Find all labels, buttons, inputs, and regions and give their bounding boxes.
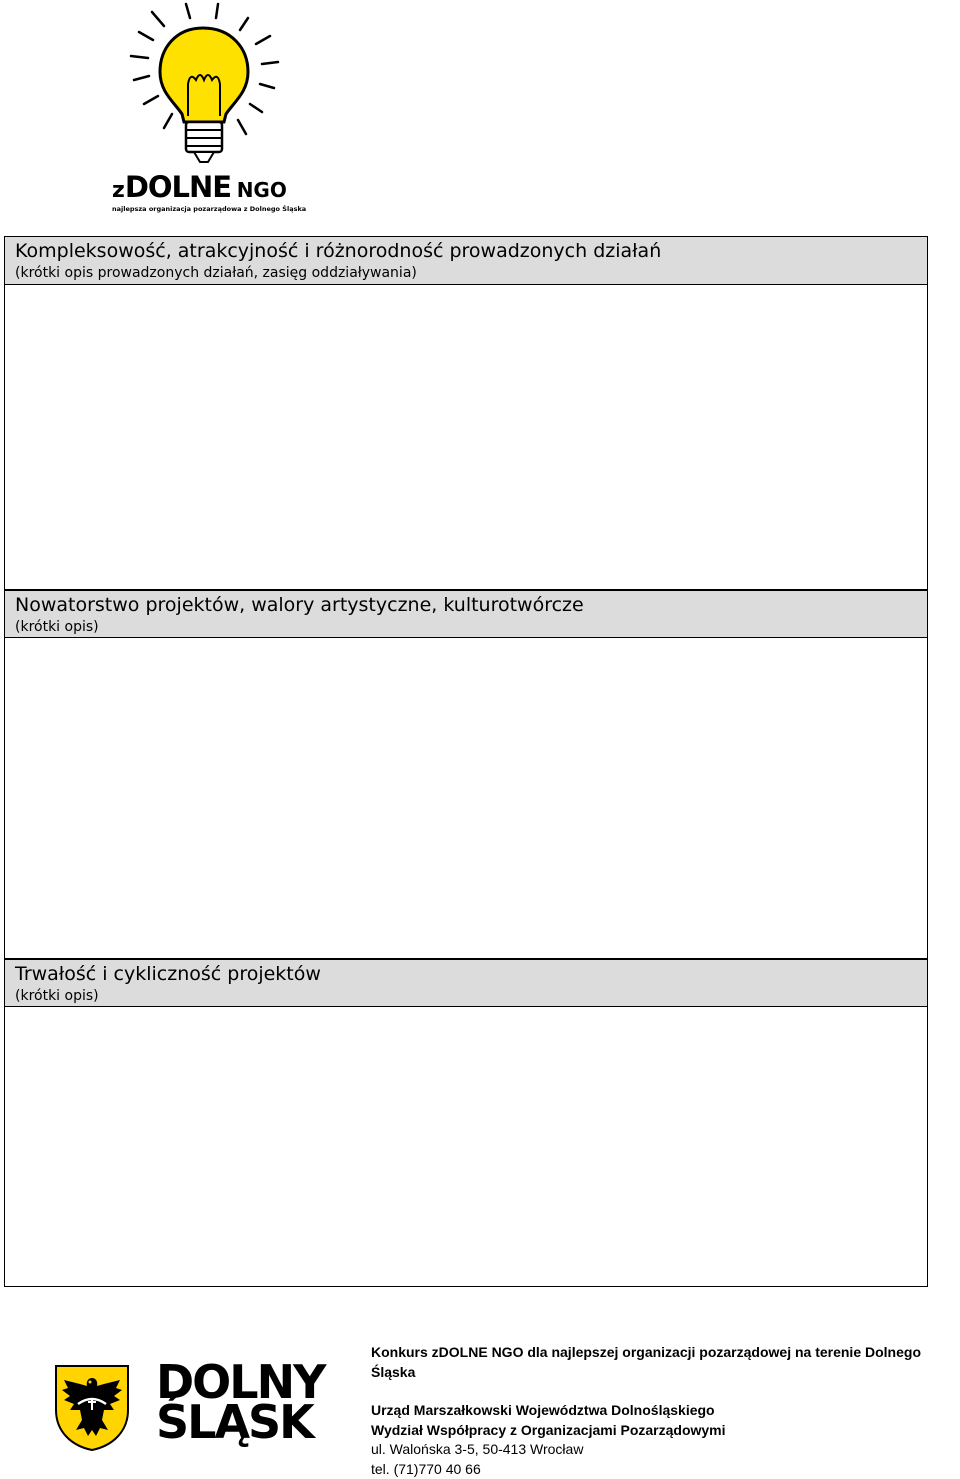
section-subtitle: (krótki opis prowadzonych działań, zasięg oddziaływania): [15, 263, 917, 283]
answer-area[interactable]: [5, 638, 927, 958]
address: ul. Walońska 3-5, 50-413 Wrocław: [371, 1440, 960, 1460]
zdolne-ngo-logo: [106, 0, 296, 220]
office-name: Urząd Marszałkowski Województwa Dolnośląskiego: [371, 1401, 960, 1421]
answer-area[interactable]: [5, 285, 927, 589]
contest-name: Konkurs zDOLNE NGO dla najlepszej organizacji pozarządowej na terenie Dolnego Śląska: [371, 1343, 960, 1382]
dolny-slask-logo: [156, 1362, 324, 1442]
department-name: Wydział Współpracy z Organizacjami Pozarządowymi: [371, 1421, 960, 1441]
answer-area[interactable]: [5, 1007, 927, 1286]
section-subtitle: (krótki opis): [15, 986, 917, 1006]
logo-wordmark: zDOLNE NGO: [112, 170, 298, 204]
section-activities: [4, 236, 928, 590]
logo-tagline: najlepsza organizacja pozarządowa z Dolnego Śląska: [112, 205, 290, 213]
region-logo-line2: ŚLĄSK: [156, 1402, 324, 1442]
section-title: Nowatorstwo projektów, walory artystyczne, kulturotwórcze: [15, 593, 917, 617]
phone: tel. (71)770 40 66: [371, 1460, 960, 1479]
section-header: [5, 237, 927, 285]
section-title: Trwałość i cykliczność projektów: [15, 962, 917, 986]
section-durability: [4, 959, 928, 1287]
footer-contact: [371, 1343, 960, 1479]
section-header: [5, 590, 927, 638]
section-title: Kompleksowość, atrakcyjność i różnorodność prowadzonych działań: [15, 239, 917, 263]
region-logo-line1: DOLNY: [156, 1362, 324, 1402]
section-header: [5, 959, 927, 1007]
lightbulb-icon: [106, 0, 296, 175]
section-subtitle: (krótki opis): [15, 617, 917, 637]
coat-of-arms-icon: [54, 1364, 130, 1457]
section-innovation: [4, 590, 928, 959]
